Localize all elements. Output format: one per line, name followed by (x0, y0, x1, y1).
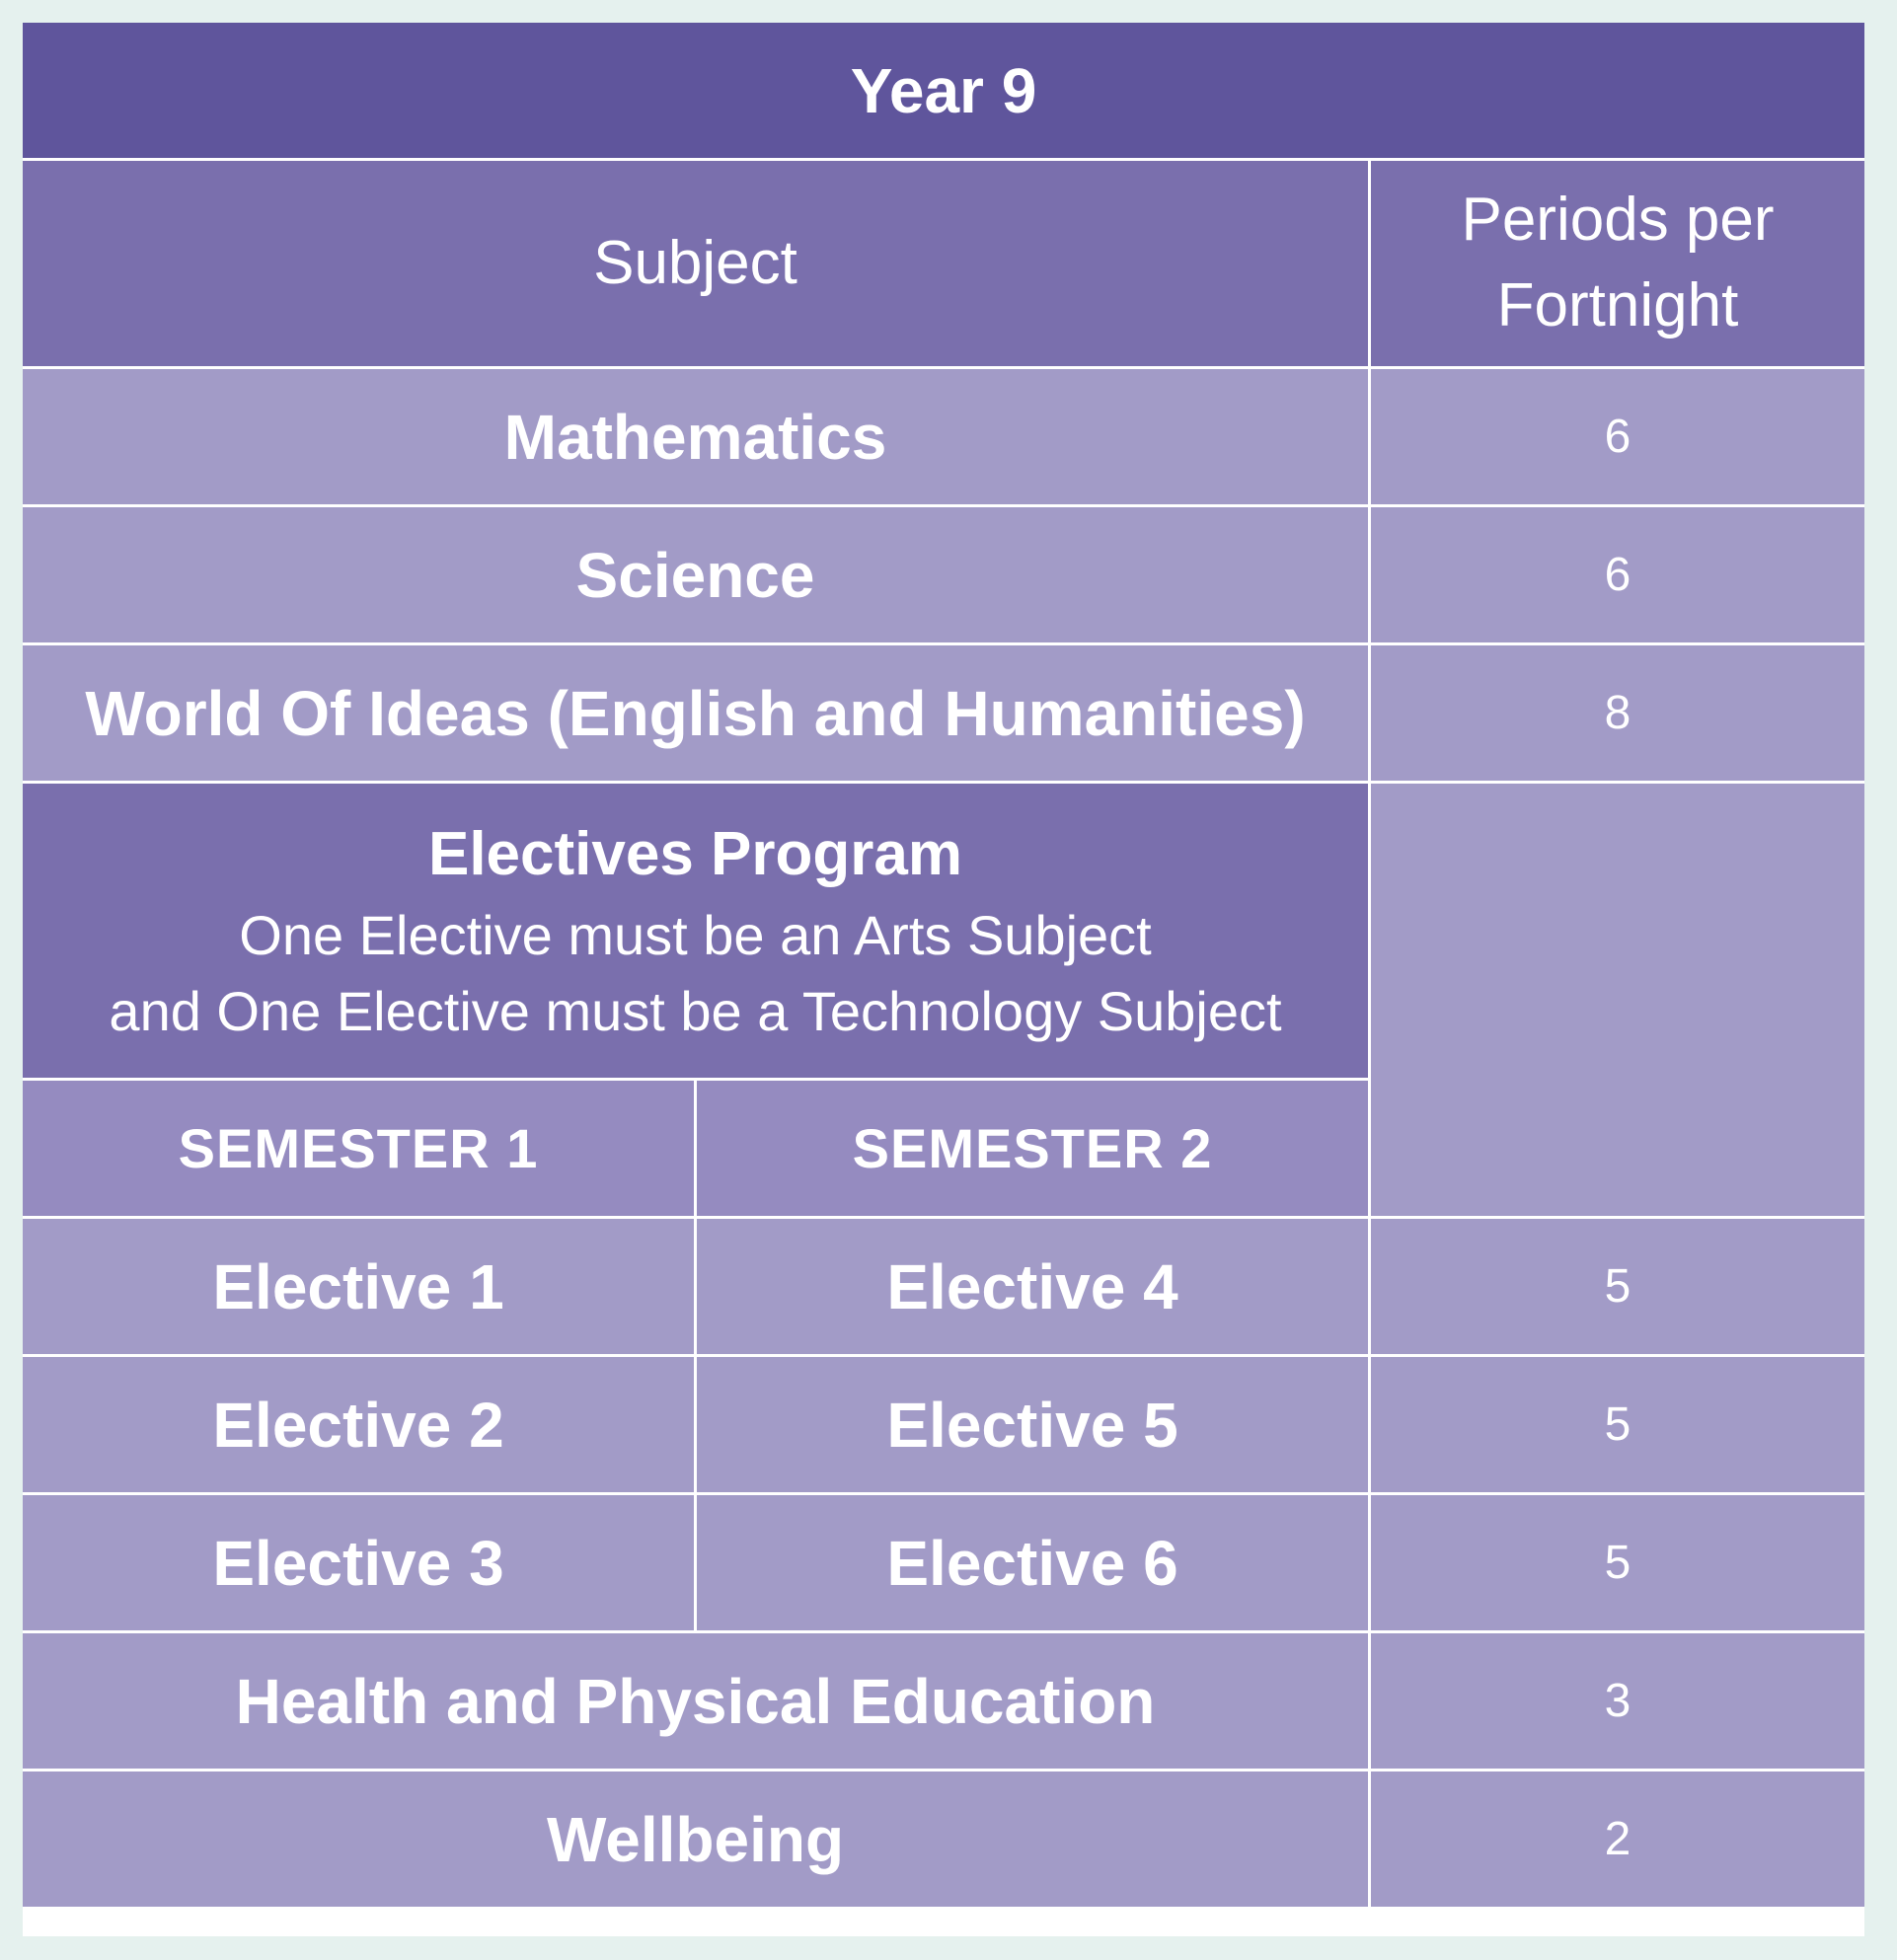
semester-2-header: SEMESTER 2 (697, 1081, 1368, 1216)
electives-periods-blank (1371, 784, 1864, 1216)
elective-semester-2: Elective 4 (697, 1219, 1368, 1354)
electives-note-line-2: and One Elective must be a Technology Subject (109, 979, 1282, 1042)
periods-header-line-1: Periods per (1461, 186, 1775, 255)
periods-column-header (1371, 161, 1864, 366)
periods-wellbeing: 2 (1371, 1772, 1864, 1907)
electives-program-title: Electives Program (427, 819, 963, 888)
subject-health-pe: Health and Physical Education (23, 1633, 1368, 1769)
periods-science: 6 (1371, 507, 1864, 642)
periods-world-of-ideas: 8 (1371, 645, 1864, 781)
elective-semester-1: Elective 2 (23, 1357, 694, 1492)
subject-world-of-ideas: World Of Ideas (English and Humanities) (23, 645, 1368, 781)
electives-note-line-1: One Elective must be an Arts Subject (239, 903, 1152, 966)
elective-semester-2: Elective 6 (697, 1495, 1368, 1630)
electives-program-header (23, 784, 1368, 1078)
elective-periods: 5 (1371, 1357, 1864, 1492)
periods-mathematics: 6 (1371, 369, 1864, 504)
subject-mathematics: Mathematics (23, 369, 1368, 504)
elective-periods: 5 (1371, 1219, 1864, 1354)
semester-1-header: SEMESTER 1 (23, 1081, 694, 1216)
subject-wellbeing: Wellbeing (23, 1772, 1368, 1907)
table-title: Year 9 (23, 23, 1864, 158)
subject-column-header: Subject (23, 161, 1368, 366)
elective-periods: 5 (1371, 1495, 1864, 1630)
elective-semester-1: Elective 1 (23, 1219, 694, 1354)
elective-semester-1: Elective 3 (23, 1495, 694, 1630)
year-9-subjects-table (23, 23, 1864, 1936)
periods-health-pe: 3 (1371, 1633, 1864, 1769)
subject-science: Science (23, 507, 1368, 642)
periods-header-line-2: Fortnight (1496, 271, 1739, 339)
elective-semester-2: Elective 5 (697, 1357, 1368, 1492)
